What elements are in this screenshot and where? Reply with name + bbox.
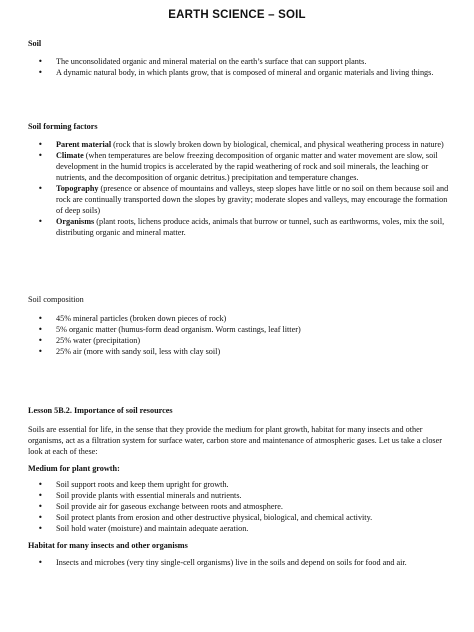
factors-section (28, 121, 452, 238)
factor-term: Parent material (56, 140, 112, 149)
factor-term: Climate (56, 151, 84, 160)
list-item: • A dynamic natural body, in which plants grow, that is composed of mineral and organic materials and living things. (28, 67, 452, 78)
factor-desc: (presence or absence of mountains and valleys, steep slopes have little or no soil on them because soil and rock are continually transported down the slopes by gravity; moderate slopes and valleys, may encourage the formation of deep soils) (56, 184, 449, 215)
list-item (28, 150, 452, 183)
growth-heading: Medium for plant growth: (28, 464, 120, 473)
factors-list (28, 139, 452, 238)
factor-desc: (when temperatures are below freezing decomposition of organic matter and water movement are slow, soil development in the humid tropics is accelerated by the rapid weathering of rock and soil minerals, the leaching or nutrients, and the decomposition of organic detritus.) precipitation and temperature changes. (56, 151, 438, 182)
habitat-heading: Habitat for many insects and other organisms (28, 541, 188, 550)
composition-section (28, 294, 452, 357)
list-item: • Soil hold water (moisture) and maintain adequate aeration. (28, 523, 452, 534)
page-title: EARTH SCIENCE – SOIL (168, 9, 306, 21)
factors-heading: Soil forming factors (28, 122, 98, 131)
list-item: • The unconsolidated organic and mineral material on the earth’s surface that can support plants. (28, 56, 452, 67)
lesson-intro: Soils are essential for life, in the sense that they provide the medium for plant growth, habitat for many insects and other organisms, act as a filtration system for surface water, carbon store and maintenance of atmospheric gases. Let us take a closer look at each of these: (28, 425, 442, 456)
list-item: • Insects and microbes (very tiny single-cell organisms) live in the soils and depend on soils for food and air. (28, 557, 452, 568)
list-item: • Soil provide air for gaseous exchange between roots and atmosphere. (28, 501, 452, 512)
list-item: • Soil provide plants with essential minerals and nutrients. (28, 490, 452, 501)
growth-list (28, 479, 452, 534)
list-item: • 25% water (precipitation) (28, 335, 452, 346)
list-item (28, 183, 452, 216)
list-item: • 5% organic matter (humus-form dead organism. Worm castings, leaf litter) (28, 324, 452, 335)
lesson-section (28, 405, 452, 568)
factor-desc: (plant roots, lichens produce acids, animals that burrow or tunnel, such as earthworms, voles, mix the soil, distributing organic and mineral matter. (56, 217, 445, 237)
soil-list (28, 56, 452, 78)
list-item: • Soil support roots and keep them upright for growth. (28, 479, 452, 490)
list-item: • 45% mineral particles (broken down pieces of rock) (28, 313, 452, 324)
list-item (28, 139, 452, 150)
composition-list (28, 313, 452, 357)
lesson-heading: Lesson 5B.2. Importance of soil resources (28, 406, 173, 415)
habitat-list (28, 557, 452, 568)
list-item (28, 216, 452, 238)
factor-desc: (rock that is slowly broken down by biological, chemical, and physical weathering process in nature) (111, 140, 444, 149)
soil-section (28, 38, 452, 78)
list-item: • Soil protect plants from erosion and other destructive physical, biological, and chemical activity. (28, 512, 452, 523)
factor-term: Topography (56, 184, 99, 193)
factor-term: Organisms (56, 217, 95, 226)
composition-heading: Soil composition (28, 295, 84, 304)
list-item: • 25% air (more with sandy soil, less with clay soil) (28, 346, 452, 357)
soil-heading: Soil (28, 39, 42, 48)
